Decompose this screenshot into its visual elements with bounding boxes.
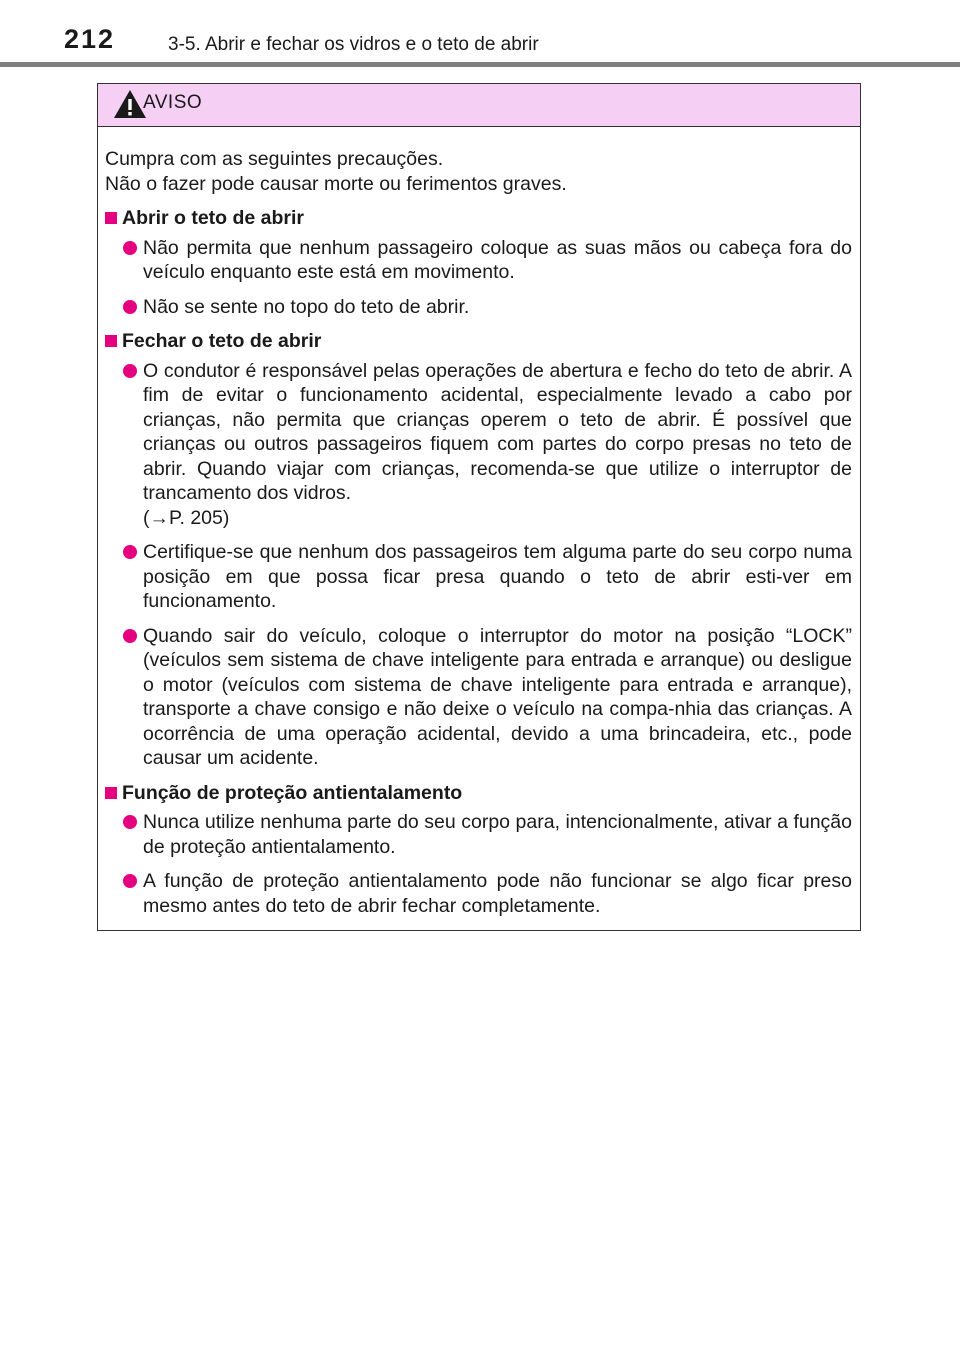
circle-bullet-icon bbox=[123, 815, 137, 829]
list-item bbox=[105, 295, 852, 320]
list-item-text: Nunca utilize nenhuma parte do seu corpo para, intencionalmente, ativar a função de proteção antientalamento. bbox=[143, 811, 852, 858]
section-title: 3-5. Abrir e fechar os vidros e o teto de abrir bbox=[168, 34, 539, 55]
list-item bbox=[105, 540, 852, 614]
circle-bullet-icon bbox=[123, 300, 137, 314]
square-bullet-icon bbox=[105, 335, 117, 347]
circle-bullet-icon bbox=[123, 364, 137, 378]
section-open-sunroof bbox=[105, 206, 852, 319]
circle-bullet-icon bbox=[123, 629, 137, 643]
list-item-text: Não se sente no topo do teto de abrir. bbox=[143, 295, 470, 318]
page-header bbox=[0, 0, 960, 70]
list-item-text: Não permita que nenhum passageiro coloque as suas mãos ou cabeça fora do veículo enquanto este está em movimento. bbox=[143, 236, 852, 283]
section-heading-text: Fechar o teto de abrir bbox=[122, 330, 322, 352]
section-heading bbox=[105, 781, 852, 806]
section-jam-protection bbox=[105, 781, 852, 919]
list-item-text: A função de proteção antientalamento pode não funcionar se algo ficar preso mesmo antes do teto de abrir fechar completamente. bbox=[143, 870, 852, 917]
section-close-sunroof bbox=[105, 329, 852, 771]
square-bullet-icon bbox=[105, 212, 117, 224]
square-bullet-icon bbox=[105, 787, 117, 799]
circle-bullet-icon bbox=[123, 545, 137, 559]
list-item-text: Quando sair do veículo, coloque o interruptor do motor na posição “LOCK” (veículos sem sistema de chave inteligente para entrada e arranque) ou desligue o motor (veículos com sistema de chave inteligente para entrada e arranque), transporte a chave consigo e não deixe o veículo na compa-nhia das crianças. A ocorrência de uma operação acidental, devido a uma brincadeira, etc., pode causar um acidente. bbox=[143, 624, 852, 769]
page-number: 212 bbox=[64, 24, 116, 54]
list-item bbox=[105, 359, 852, 531]
section-heading bbox=[105, 206, 852, 231]
list-item bbox=[105, 624, 852, 771]
section-heading-text: Função de proteção antientalamento bbox=[122, 781, 463, 804]
header-rule bbox=[0, 62, 960, 67]
list-item bbox=[105, 869, 852, 918]
list-item-text: O condutor é responsável pelas operações de abertura e fecho do teto de abrir. A fim de evitar o funcionamento acidental, especialmente levado a cabo por crianças, não permita que crianças operem o teto de abrir. É possível que crianças ou outros passageiros fiquem com partes do corpo presas no teto de abrir. Quando viajar com crianças, recomenda-se que utilize o interruptor de trancamento dos vidros. bbox=[143, 359, 852, 504]
warning-header bbox=[98, 84, 860, 127]
list-item bbox=[105, 236, 852, 285]
warning-body bbox=[98, 127, 860, 918]
section-heading-text: Abrir o teto de abrir bbox=[122, 207, 305, 229]
list-item-text: Certifique-se que nenhum dos passageiros tem alguma parte do seu corpo numa posição em que possa ficar presa quando o teto de abrir esti-ver em funcionamento. bbox=[143, 541, 852, 612]
circle-bullet-icon bbox=[123, 874, 137, 888]
section-heading bbox=[105, 329, 852, 354]
intro-line: Não o fazer pode causar morte ou ferimentos graves. bbox=[105, 172, 567, 195]
page-reference-link[interactable]: (→P. 205) bbox=[143, 506, 230, 529]
circle-bullet-icon bbox=[123, 241, 137, 255]
list-item bbox=[105, 810, 852, 859]
intro-line: Cumpra com as seguintes precauções. bbox=[105, 148, 444, 170]
warning-box bbox=[97, 83, 861, 931]
warning-intro bbox=[105, 147, 852, 196]
warning-label: AVISO bbox=[143, 92, 203, 113]
